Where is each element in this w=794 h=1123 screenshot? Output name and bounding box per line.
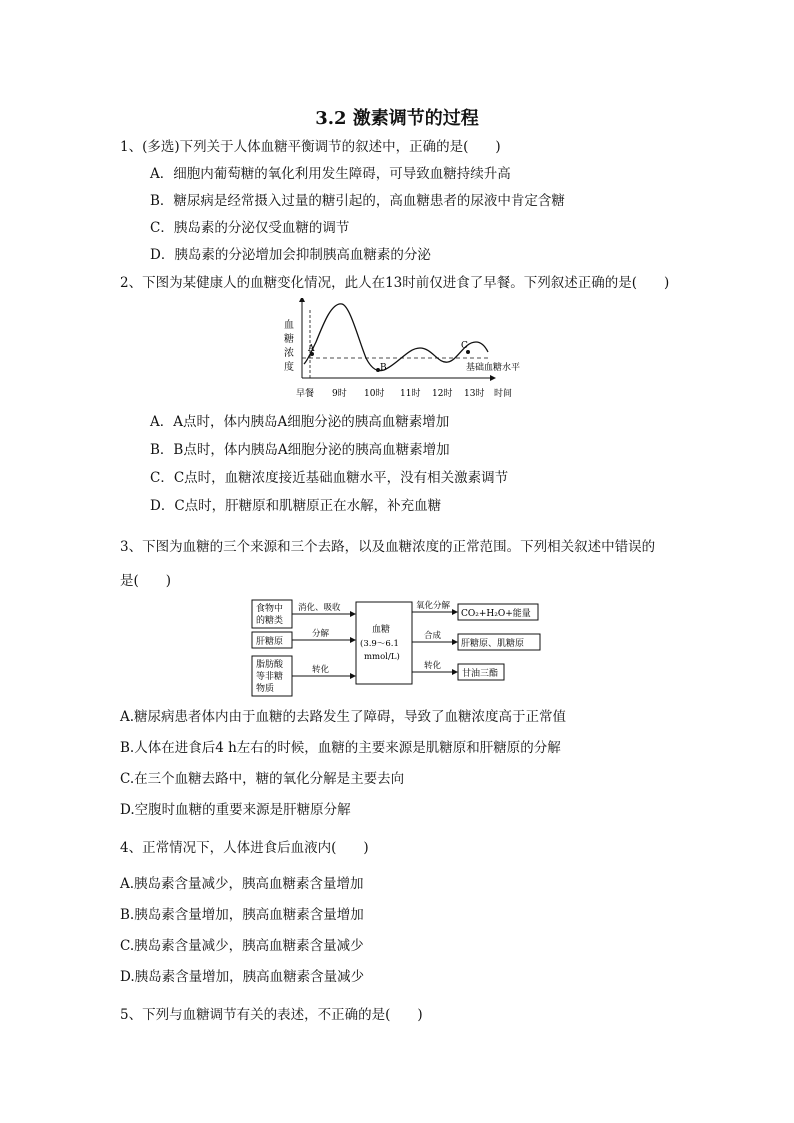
figure-x-arrow (490, 375, 496, 381)
figure-ylabel-4: 度 (284, 362, 294, 373)
sink-glycogen: 肝糖原、肌糖原 (461, 639, 525, 649)
figure-xtick-11: 11时 (400, 389, 421, 399)
figure-xtick-12: 12时 (432, 389, 453, 399)
question-4-option-b: B.胰岛素含量增加，胰高血糖素含量增加 (120, 907, 364, 923)
arrowhead-convert-in (350, 673, 356, 679)
question-4-stem: 4、正常情况下，人体进食后血液内( ) (120, 840, 369, 856)
question-4-option-a: A.胰岛素含量减少，胰高血糖素含量增加 (120, 876, 364, 892)
arrowhead-synthesis (452, 639, 458, 645)
source-fatty-line-1: 脂肪酸 (256, 660, 284, 670)
source-food-line-1: 食物中 (256, 604, 284, 614)
question-3-option-b: B.人体在进食后4 h左右的时候，血糖的主要来源是肌糖原和肝糖原的分解 (120, 740, 561, 756)
center-label-line-1: 血糖 (372, 625, 391, 635)
figure-y-arrow (299, 298, 305, 302)
question-4-option-d: D.胰岛素含量增加，胰高血糖素含量减少 (120, 969, 365, 985)
source-liver-glycogen: 肝糖原 (256, 637, 284, 647)
sink-triglyceride: 甘油三酯 (462, 669, 499, 679)
figure-point-label-a: A (308, 344, 315, 354)
figure-xtick-13: 13时 (464, 389, 485, 399)
arrowhead-digestion (350, 611, 356, 617)
question-1-stem: 1、(多选)下列关于人体血糖平衡调节的叙述中，正确的是( ) (120, 139, 501, 155)
question-3-stem-line-1: 3、下图为血糖的三个来源和三个去路，以及血糖浓度的正常范围。下列相关叙述中错误的 (120, 539, 656, 555)
arrow-label-convert-out: 转化 (424, 661, 442, 671)
blood-glucose-curve-figure (280, 298, 540, 404)
figure-xtick-10: 10时 (364, 389, 385, 399)
question-1-option-c: C．胰岛素的分泌仅受血糖的调节 (150, 220, 350, 236)
arrow-label-convert-in: 转化 (312, 665, 330, 675)
sink-energy: CO₂+H₂O+能量 (461, 609, 531, 619)
question-2-stem: 2、下图为某健康人的血糖变化情况，此人在13时前仅进食了早餐。下列叙述正确的是( ) (120, 275, 670, 291)
center-label-line-3: mmol/L) (364, 652, 400, 662)
arrow-label-synthesis: 合成 (424, 631, 442, 641)
figure-glucose-curve (304, 304, 488, 371)
question-3-stem-line-2: 是( ) (120, 573, 172, 589)
question-2-option-c: C．C点时，血糖浓度接近基础血糖水平，没有相关激素调节 (150, 470, 509, 486)
arrow-label-digestion: 消化、吸收 (298, 603, 341, 613)
figure-xtick-breakfast: 早餐 (296, 389, 315, 399)
figure-baseline-label: 基础血糖水平 (466, 363, 521, 373)
question-1-option-a: A．细胞内葡萄糖的氧化利用发生障碍，可导致血糖持续升高 (150, 166, 511, 182)
question-1-option-b: B．糖尿病是经常摄入过量的糖引起的，高血糖患者的尿液中肯定含糖 (150, 193, 565, 209)
arrowhead-decompose (350, 637, 356, 643)
question-3-option-d: D.空腹时血糖的重要来源是肝糖原分解 (120, 802, 351, 818)
figure-point-label-b: B (380, 363, 387, 373)
question-2-option-b: B．B点时，体内胰岛A细胞分泌的胰高血糖素增加 (150, 442, 450, 458)
source-fatty-line-3: 物质 (256, 684, 275, 694)
figure-ylabel-3: 浓 (284, 348, 294, 359)
figure-xtick-9: 9时 (332, 389, 347, 399)
question-5-stem: 5、下列与血糖调节有关的表述，不正确的是( ) (120, 1007, 423, 1023)
source-fatty-line-2: 等非糖 (256, 672, 284, 682)
question-4-option-c: C.胰岛素含量减少，胰高血糖素含量减少 (120, 938, 364, 954)
figure-ylabel-2: 糖 (284, 334, 294, 345)
question-3-option-c: C.在三个血糖去路中，糖的氧化分解是主要去向 (120, 771, 405, 787)
arrowhead-convert-out (452, 669, 458, 675)
question-1-option-d: D．胰岛素的分泌增加会抑制胰高血糖素的分泌 (150, 247, 431, 263)
arrowhead-oxidation (452, 609, 458, 615)
question-2-option-d: D．C点时，肝糖原和肌糖原正在水解，补充血糖 (150, 498, 442, 514)
figure-point-label-c: C (461, 341, 468, 351)
glucose-sources-sinks-diagram (250, 598, 550, 700)
question-3-option-a: A.糖尿病患者体内由于血糖的去路发生了障碍，导致了血糖浓度高于正常值 (120, 709, 567, 725)
question-2-option-a: A．A点时，体内胰岛A细胞分泌的胰高血糖素增加 (150, 414, 450, 430)
center-label-line-2: (3.9～6.1 (360, 639, 399, 649)
source-food-line-2: 的糖类 (256, 616, 284, 626)
arrow-label-oxidation: 氧化分解 (416, 601, 451, 611)
arrow-label-decompose: 分解 (312, 629, 330, 639)
page-title: 3.2 激素调节的过程 (315, 108, 479, 129)
figure-xtick-time: 时间 (494, 389, 513, 399)
figure-ylabel-1: 血 (284, 320, 294, 331)
